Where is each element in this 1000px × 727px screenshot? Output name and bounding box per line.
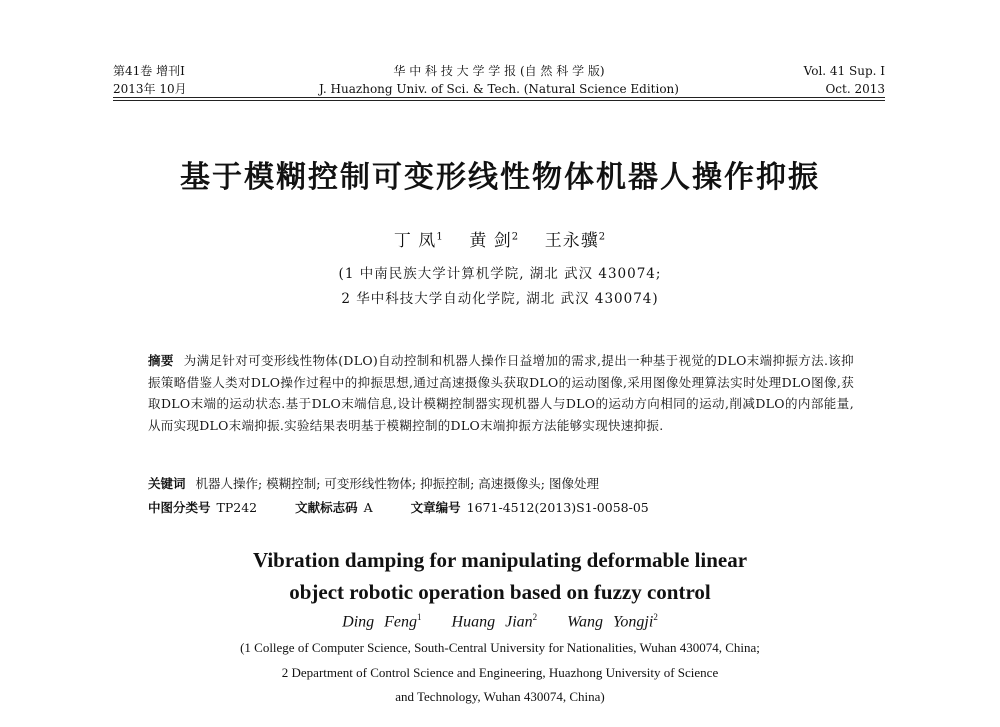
running-header (113, 58, 885, 98)
author-zh-3: 王永骥 (544, 231, 599, 251)
author-zh-2-sup: 2 (511, 231, 520, 243)
article-no-value: 1671-4512(2013)S1-0058-05 (466, 500, 649, 515)
author-en-2-sup: 2 (532, 612, 538, 622)
author-zh-1-sup: 1 (436, 231, 444, 243)
abstract-text: 为满足针对可变形线性物体(DLO)自动控制和机器人操作日益增加的需求,提出一种基于视觉的DLO末端抑振方法.该抑振策略借鉴人类对DLO操作过程中的抑振思想,通过高速摄像头获取DLO的运动图像,采用图像处理算法实时处理DLO图像,获取DLO末端的运动状态.基于DLO末端信息,设计模糊控制器实现机器人与DLO的运动方向相同的运动,削减DLO的内部能量,从而实现DLO末端抑振.实验结果表明基于模糊控制的DLO末端抑振方法能够实现快速抑振. (148, 353, 854, 433)
author-zh-2: 黄 剑 (469, 231, 512, 251)
header-journal-en: J. Huazhong Univ. of Sci. & Tech. (Natural Science Edition) (319, 82, 679, 96)
doc-code-label: 文献标志码 (295, 500, 358, 515)
article-no-label: 文章编号 (410, 500, 461, 515)
author-en-1-sup: 1 (417, 612, 422, 622)
affiliation-en-2: 2 Department of Control Science and Engineering, Huazhong University of Science (281, 665, 719, 680)
header-date-en: Oct. 2013 (825, 82, 885, 96)
header-center (113, 62, 885, 98)
author-en-1: Ding Feng (342, 613, 418, 631)
header-vol-en: Vol. 41 Sup. Ⅰ (803, 64, 885, 78)
doc-code-value: A (363, 500, 373, 515)
title-en-line-1: Vibration damping for manipulating deformable linear (252, 548, 748, 572)
header-rule-thin (113, 100, 885, 101)
header-volume: 第41卷 增刊Ⅰ (113, 64, 185, 78)
authors-en (0, 612, 1000, 631)
author-en-2: Huang Jian (451, 613, 533, 631)
title-zh: 基于模糊控制可变形线性物体机器人操作抑振 (180, 160, 820, 195)
authors-zh (0, 226, 1000, 251)
affiliation-en-3: and Technology, Wuhan 430074, China) (395, 689, 605, 704)
keywords-text: 机器人操作; 模糊控制; 可变形线性物体; 抑振控制; 高速摄像头; 图像处理 (195, 476, 599, 491)
affiliation-zh-1: (1 中南民族大学计算机学院, 湖北 武汉 430074; (338, 266, 662, 282)
header-right (804, 62, 885, 98)
clc-label: 中图分类号 (148, 500, 211, 515)
author-zh-3-sup: 2 (598, 231, 607, 243)
abstract-zh (148, 350, 854, 436)
affiliation-zh-2: 2 华中科技大学自动化学院, 湖北 武汉 430074) (341, 291, 659, 307)
header-journal-zh: 华 中 科 技 大 学 学 报 (自 然 科 学 版) (393, 64, 605, 78)
clc-value: TP242 (216, 500, 258, 515)
affiliation-en-1: (1 College of Computer Science, South-Central University for Nationalities, Wuhan 430074, China; (240, 640, 760, 655)
author-zh-1: 丁 凤 (393, 231, 437, 251)
author-en-3: Wang Yongji (567, 613, 654, 631)
keywords-zh (148, 474, 868, 492)
classification-line (148, 498, 868, 516)
author-en-3-sup: 2 (653, 612, 658, 622)
header-date: 2013年 10月 (113, 82, 187, 96)
keywords-label: 关键词 (148, 476, 186, 491)
header-rule-thick (113, 97, 885, 98)
title-en-line-2: object robotic operation based on fuzzy control (289, 580, 711, 604)
abstract-label: 摘要 (148, 353, 174, 368)
